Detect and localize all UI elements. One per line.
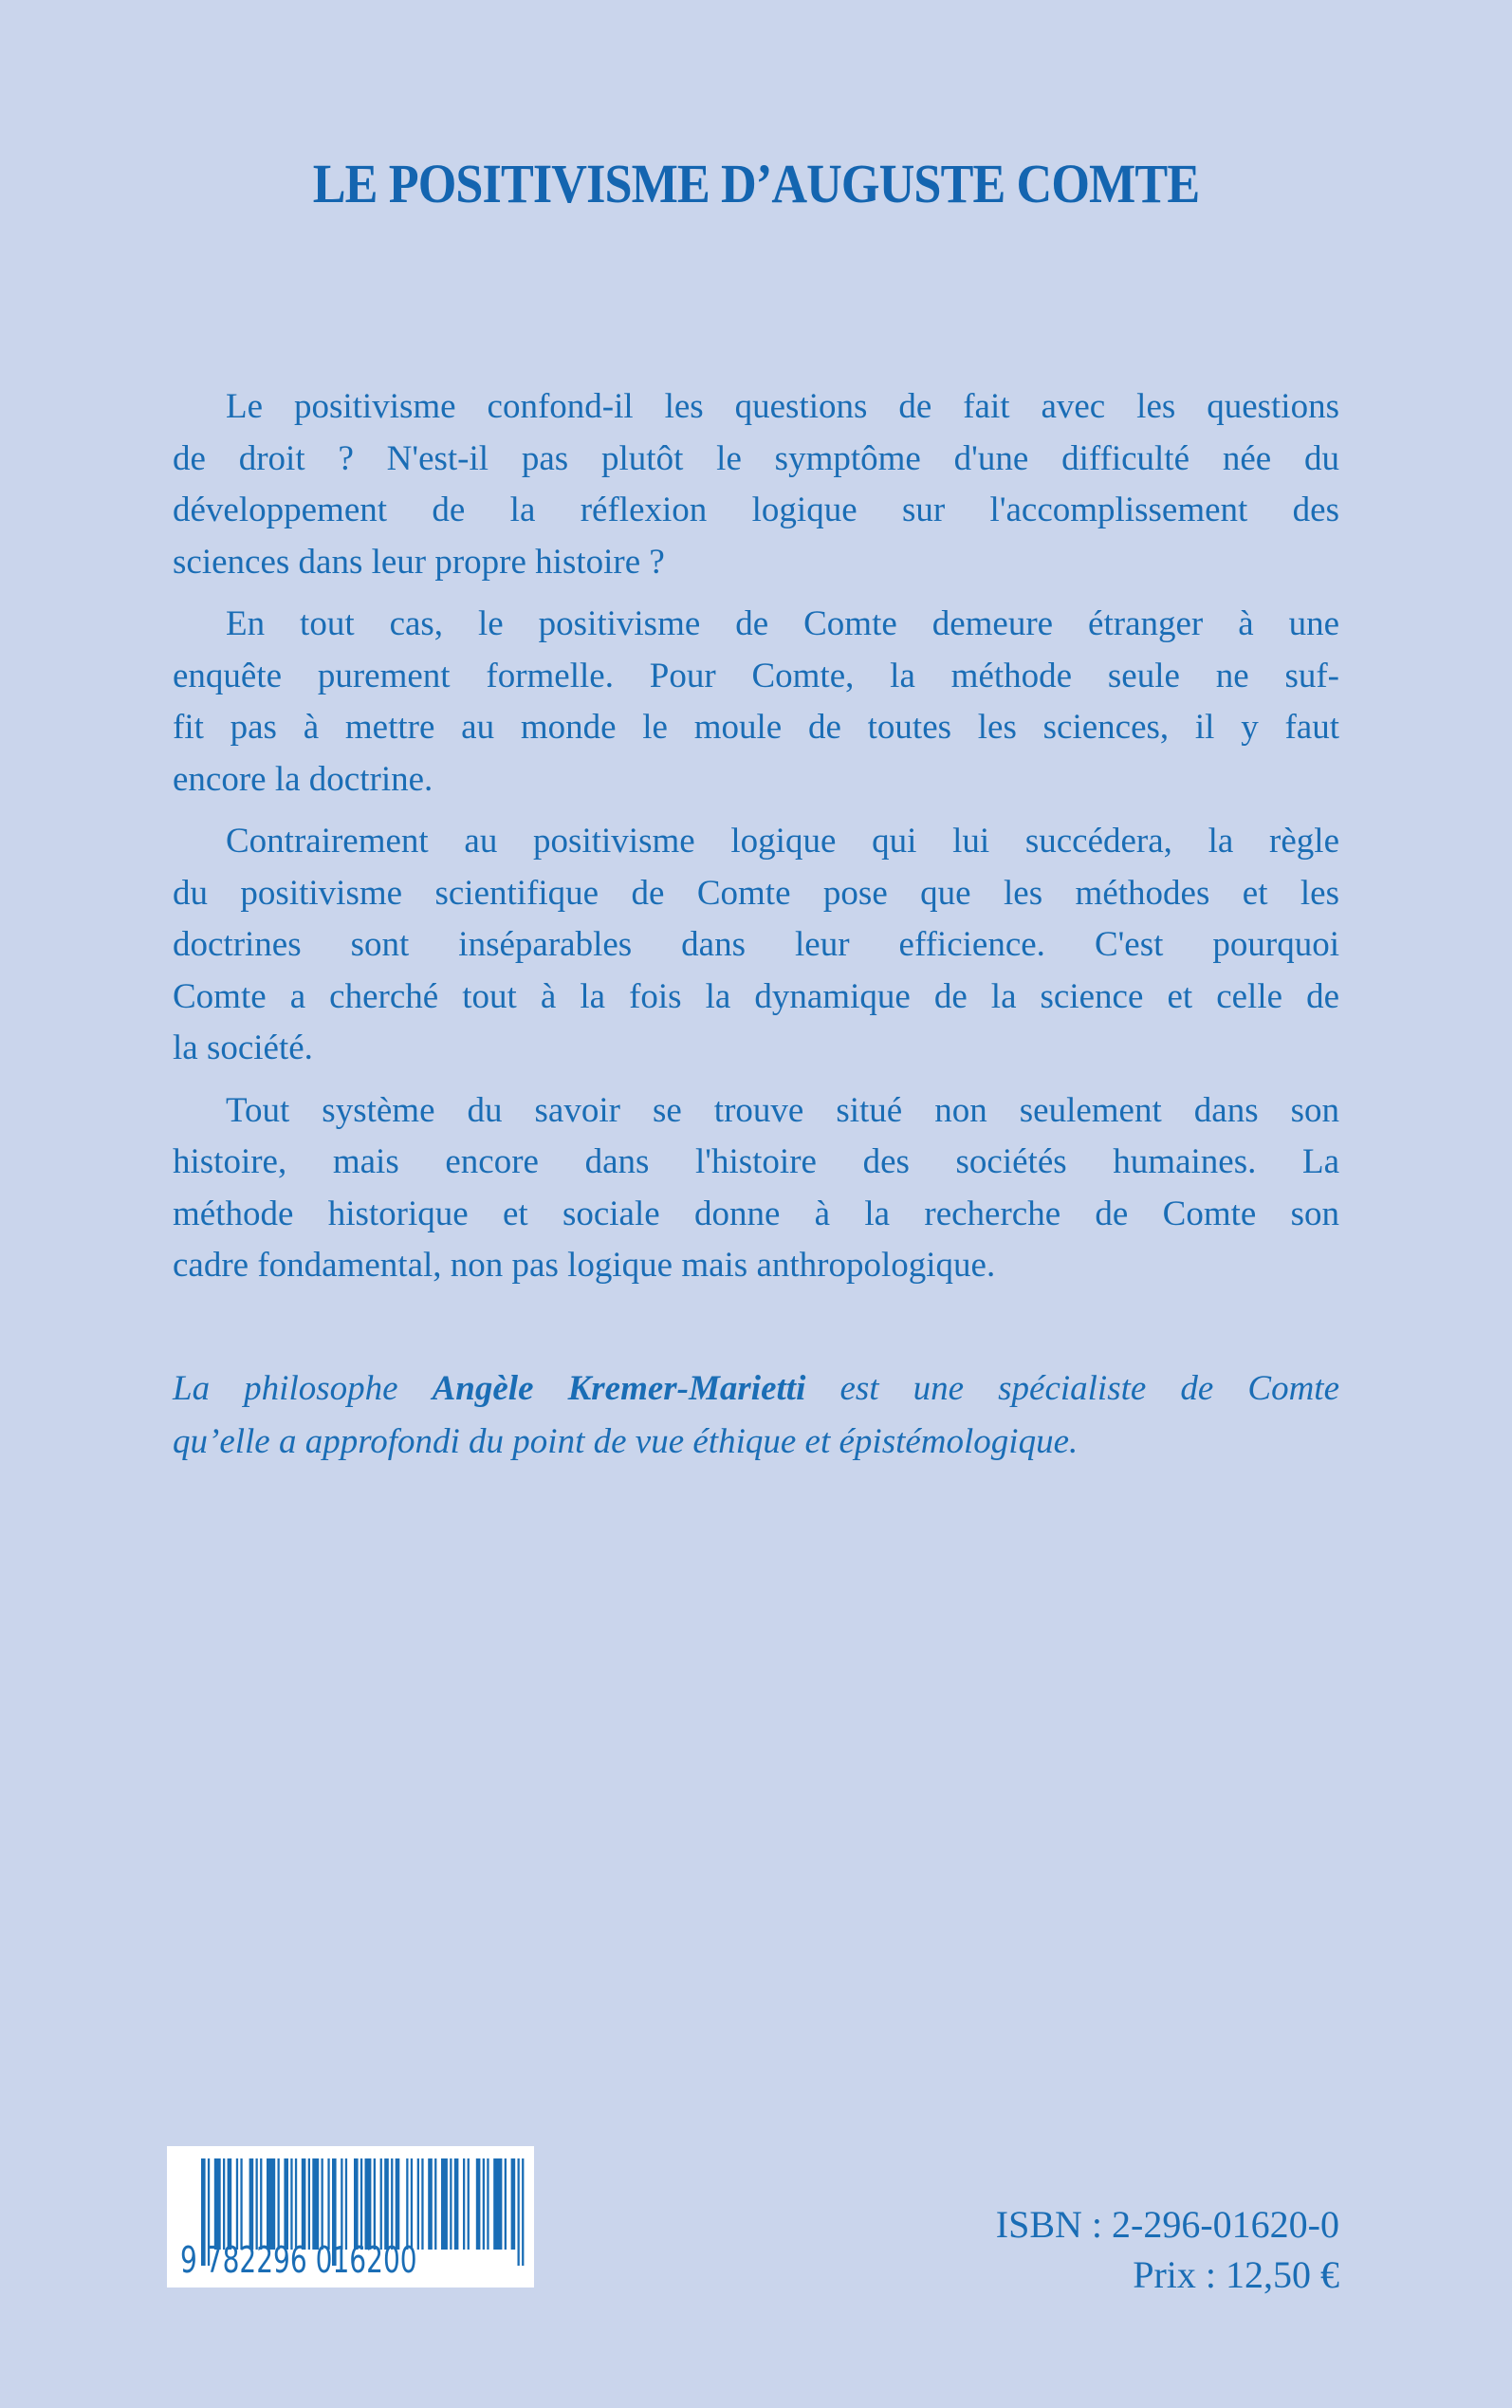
barcode-bar [487,2158,489,2250]
book-title: LE POSITIVISME D’AUGUSTE COMTE [312,153,1200,214]
barcode-bar [380,2158,382,2250]
barcode-bar [267,2158,275,2250]
barcode-bar [345,2158,347,2250]
barcode-bar [468,2158,470,2250]
text-line: sciences dans leur propre histoire ? [173,542,665,582]
barcode-bar [278,2158,280,2250]
bio-line-1 [173,1362,1339,1416]
paragraph [173,1085,1339,1292]
barcode-bar [290,2158,292,2250]
barcode-bar [483,2158,485,2250]
barcode-bar [322,2158,323,2250]
bio-text: La philosophe [173,1369,433,1408]
barcode-bar [434,2158,436,2250]
barcode-bar [374,2158,376,2250]
back-cover-text [173,381,1339,1303]
paragraph [173,816,1339,1075]
barcode-bar [228,2158,232,2250]
barcode-bar [518,2158,520,2266]
barcode-bar [223,2158,225,2250]
isbn: ISBN : 2-296-01620-0 [995,2203,1339,2246]
barcode-bar [396,2158,400,2250]
barcode-bar [240,2158,242,2250]
barcode-bar [391,2158,393,2250]
barcode-bar [302,2158,306,2250]
barcode-bar [411,2158,413,2250]
barcode-digits: 9 782296 016200 [180,2239,417,2281]
barcode-bar [354,2158,359,2250]
barcode-bar [308,2158,310,2250]
barcode-bar [249,2158,254,2250]
barcode-bar [417,2158,419,2250]
paragraph [173,381,1339,588]
text-line: Le positivisme confond-il les questions de fait avec les questions [226,387,1339,426]
barcode-bar [428,2158,433,2250]
barcode [167,2146,534,2288]
barcode-bar [505,2158,507,2250]
barcode-bar [511,2158,516,2250]
paragraph [173,599,1339,806]
price: Prix : 12,50 € [1133,2253,1339,2296]
text-line: doctrines sont inséparables dans leur efficience. C'est pourquoi [173,925,1339,964]
barcode-bar [341,2158,342,2250]
text-line: méthode historique et sociale donne à la recherche de Comte son [173,1194,1339,1233]
barcode-bar [476,2158,481,2250]
barcode-bar [454,2158,459,2250]
barcode-bar [256,2158,258,2250]
text-line: histoire, mais encore dans l'histoire des sociétés humaines. La [173,1142,1339,1181]
text-line: de droit ? N'est-il pas plutôt le symptôme d'une difficulté née du [173,438,1339,478]
barcode-bar [421,2158,423,2250]
text-line: la société. [173,1028,313,1067]
text-line: cadre fondamental, non pas logique mais anthropologique. [173,1246,996,1285]
barcode-bar [327,2158,329,2250]
barcode-bar [284,2158,288,2250]
barcode-bar [463,2158,465,2250]
barcode-bar [384,2158,389,2250]
barcode-bar [522,2158,524,2266]
text-line: enquête purement formelle. Pour Comte, la méthode seule ne suf- [173,656,1339,695]
text-line: encore la doctrine. [173,759,433,799]
barcode-bar [406,2158,408,2250]
text-line: Tout système du savoir se trouve situé non seulement dans son [226,1090,1339,1130]
barcode-bar [450,2158,452,2250]
barcode-bar [312,2158,319,2250]
text-line: du positivisme scientifique de Comte pose que les méthodes et les [173,873,1339,913]
barcode-bar [441,2158,448,2250]
text-line: Comte a cherché tout à la fois la dynamique de la science et celle de [173,976,1339,1016]
text-line: Contrairement au positivisme logique qui lui succédera, la règle [226,822,1339,861]
barcode-bar [295,2158,297,2250]
bio-text: est une spécialiste de Comte [805,1369,1339,1408]
text-line: fit pas à mettre au monde le moule de toutes les sciences, il y faut [173,708,1339,747]
barcode-bar [365,2158,372,2250]
bio-line-2: qu’elle a approfondi du point de vue éthique et épistémologique. [173,1422,1079,1461]
barcode-bar [360,2158,362,2250]
author-bio [173,1362,1339,1469]
publication-info [996,2199,1339,2300]
text-line: développement de la réflexion logique sur l'accomplissement des [173,491,1339,529]
barcode-bar [493,2158,502,2250]
barcode-bar [214,2158,221,2250]
author-name: Angèle Kremer-Marietti [432,1369,806,1408]
barcode-bar [260,2158,262,2250]
barcode-bar [236,2158,238,2250]
text-line: En tout cas, le positivisme de Comte demeure étranger à une [226,604,1339,643]
